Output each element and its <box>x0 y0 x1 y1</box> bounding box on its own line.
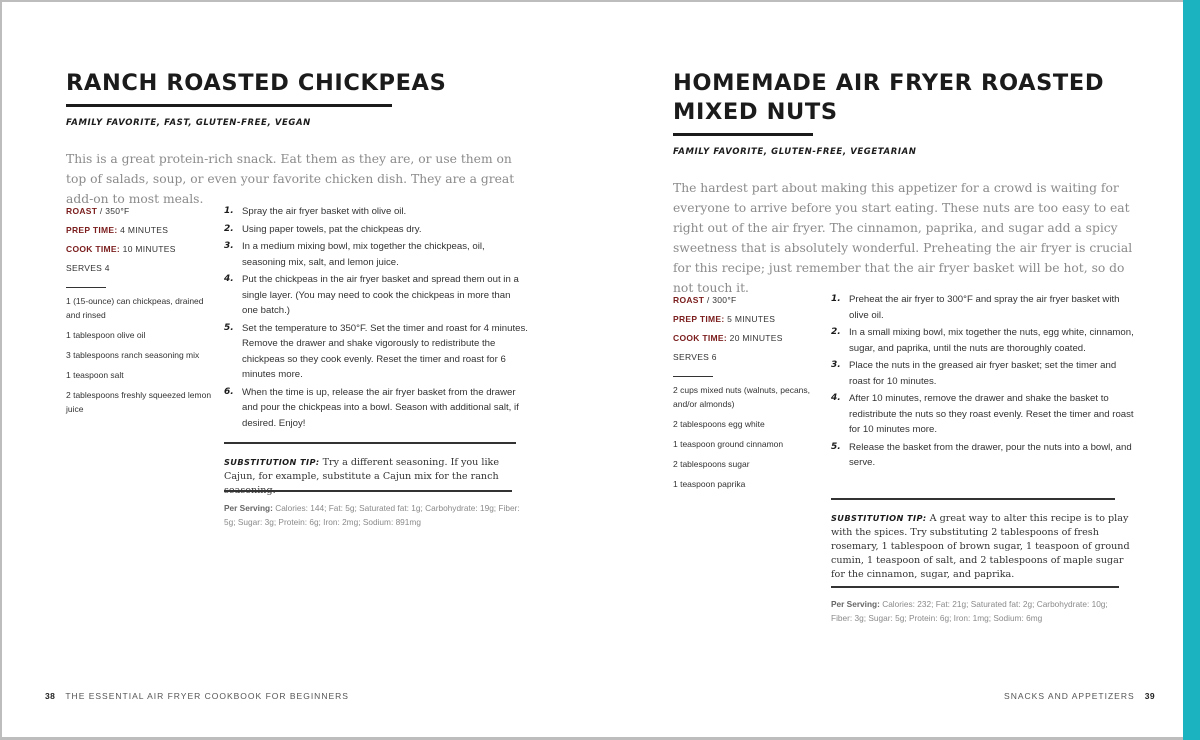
right-nutrition: Per Serving: Calories: 232; Fat: 21g; Saturated fat: 2g; Carbohydrate: 10g; Fiber: 3g; Sugar: 5g; Protein: 6g; Iron: 1mg; Sodium: 6mg <box>831 599 1108 623</box>
step-item: 6. When the time is up, release the air fryer basket from the drawer and pour the chickpeas into a bowl. Season with additional salt, if desired. Enjoy! <box>224 386 519 429</box>
right-intro-paragraph: The hardest part about making this appetizer for a crowd is waiting for everyone to arrive before you start eating. These nuts are too easy to eat right out of the air fryer. The cinnamon, paprika, and sugar add a spicy sweetness that is absolutely wonderful. Preheating the air fryer is crucial for this recipe; just remember that the air fryer basket will be hot, so do not touch it. <box>673 181 1133 295</box>
tip-label: SUBSTITUTION TIP: <box>224 457 320 467</box>
ingredient-item: 2 tablespoons freshly squeezed lemon juice <box>66 390 212 414</box>
meta-cook-time: COOK TIME: 20 MINUTES <box>673 333 783 343</box>
left-nutrition: Per Serving: Calories: 144; Fat: 5g; Saturated fat: 1g; Carbohydrate: 19g; Fiber: 5g; Sugar: 3g; Protein: 6g; Iron: 2mg; Sodium: 891mg <box>224 503 520 527</box>
meta-prep-time: PREP TIME: 5 MINUTES <box>673 314 776 324</box>
step-number: 5. <box>831 441 841 452</box>
ingredient-item: 1 teaspoon ground cinnamon <box>673 439 784 449</box>
right-tip-rule-bottom <box>831 586 1119 588</box>
meta-roast: ROAST / 300°F <box>673 295 737 305</box>
step-item: 5. Set the temperature to 350°F. Set the timer and roast for 4 minutes. Remove the drawer and shake vigorously to redistribute the chickpeas so they cook evenly. Reset the timer and roast for 6 minutes more. <box>224 322 528 380</box>
left-meta-block <box>66 205 216 288</box>
left-recipe-title: RANCH ROASTED CHICKPEAS <box>66 70 447 96</box>
step-number: 6. <box>224 386 234 397</box>
right-running-head: SNACKS AND APPETIZERS <box>1004 691 1135 701</box>
ingredient-item: 1 teaspoon salt <box>66 370 124 380</box>
step-item: 2. In a small mixing bowl, mix together the nuts, egg white, cinnamon, sugar, and paprika, until the nuts are thoroughly coated. <box>831 327 1134 354</box>
left-recipe-tags: FAMILY FAVORITE, FAST, GLUTEN-FREE, VEGAN <box>66 118 311 128</box>
ingredient-item: 1 (15-ounce) can chickpeas, drained and rinsed <box>66 296 204 320</box>
left-steps-list <box>224 204 529 433</box>
left-intro-paragraph: This is a great protein-rich snack. Eat them as they are, or use them on top of salads, soup, or even your favorite chicken dish. They are a great add-on to most meals. <box>66 152 515 206</box>
step-number: 2. <box>224 223 234 234</box>
right-ingredients-list <box>673 383 823 497</box>
right-tip-rule-top <box>831 498 1115 500</box>
left-title-rule <box>66 104 392 107</box>
left-substitution-tip: SUBSTITUTION TIP: Try a different seasoning. If you like Cajun, for example, substitute a Cajun mix for the ranch <box>224 457 500 482</box>
meta-divider <box>673 376 713 377</box>
ingredient-item: 2 tablespoons egg white <box>673 419 765 429</box>
meta-serves: SERVES 6 <box>673 352 717 362</box>
step-number: 2. <box>831 327 841 337</box>
ingredient-item: 3 tablespoons ranch seasoning mix <box>66 350 200 360</box>
right-meta-block <box>673 294 823 377</box>
left-tip-rule-top <box>224 442 516 444</box>
right-page-number: 39 <box>1144 691 1155 701</box>
meta-roast: ROAST / 350°F <box>66 206 130 216</box>
step-item: 2. Using paper towels, pat the chickpeas dry. <box>224 222 529 238</box>
step-number: 5. <box>224 322 234 333</box>
left-tip-rule-bottom <box>224 490 512 492</box>
right-recipe-tags: FAMILY FAVORITE, GLUTEN-FREE, VEGETARIAN <box>673 147 917 157</box>
right-recipe-title: HOMEMADE AIR FRYER ROASTED MIXED NUTS <box>673 70 1105 125</box>
teal-page-edge <box>1183 0 1200 740</box>
meta-prep-time: PREP TIME: 4 MINUTES <box>66 225 169 235</box>
ingredient-item: 2 tablespoons sugar <box>673 459 750 469</box>
ingredient-item: 2 cups mixed nuts (walnuts, pecans, and/or almonds) <box>673 385 811 409</box>
step-number: 3. <box>224 241 234 251</box>
step-number: 3. <box>831 360 841 370</box>
page-frame-left <box>0 0 2 740</box>
step-number: 1. <box>224 206 234 216</box>
right-title-rule <box>673 133 813 136</box>
ingredient-item: 1 tablespoon olive oil <box>66 330 146 340</box>
step-item: 3. In a medium mixing bowl, mix together the chickpeas, oil, seasoning mix, salt, and lemon juice. <box>224 241 485 268</box>
meta-divider <box>66 287 106 288</box>
left-page-number: 38 <box>45 691 56 701</box>
step-item: 1. Spray the air fryer basket with olive oil. <box>224 204 529 220</box>
meta-cook-time: COOK TIME: 10 MINUTES <box>66 244 176 254</box>
page-frame-top <box>0 0 1200 2</box>
step-number: 4. <box>831 393 841 403</box>
step-item: 1. Preheat the air fryer to 300°F and spray the air fryer basket with olive oil. <box>831 294 1120 321</box>
step-item: 5. Release the basket from the drawer, pour the nuts into a bowl, and serve. <box>831 441 1132 468</box>
step-item: 3. Place the nuts in the greased air fryer basket; set the timer and roast for 10 minutes. <box>831 360 1117 387</box>
left-ingredients-list <box>66 294 218 422</box>
meta-serves: SERVES 4 <box>66 263 110 273</box>
left-running-head: THE ESSENTIAL AIR FRYER COOKBOOK FOR BEGINNERS <box>65 691 349 701</box>
tip-label: SUBSTITUTION TIP: <box>831 513 927 523</box>
left-folio <box>45 691 349 701</box>
step-item: 4. Put the chickpeas in the air fryer basket and spread them out in a single layer. (You may need to cook the chickpeas in more than one batch.) <box>224 274 519 316</box>
right-folio <box>1004 691 1155 701</box>
step-item: 4. After 10 minutes, remove the drawer and shake the basket to redistribute the nuts so they roast evenly. Reset the timer and roast for 10 minutes more. <box>831 393 1134 435</box>
step-number: 1. <box>831 294 841 304</box>
right-substitution-tip: SUBSTITUTION TIP: A great way to alter this recipe is to play with the spices. Try substituting 2 tablespoons of fresh rosemary, 1 tablespoon of brown sugar, 1 teaspoon of ground cumin, 1 teaspoon of salt, and 2 tablespoons of maple sugar for the cinnamon, sugar, and paprika. <box>831 513 1130 580</box>
ingredient-item: 1 teaspoon paprika <box>673 479 746 489</box>
step-number: 4. <box>224 274 234 284</box>
right-steps-list <box>831 292 1136 473</box>
